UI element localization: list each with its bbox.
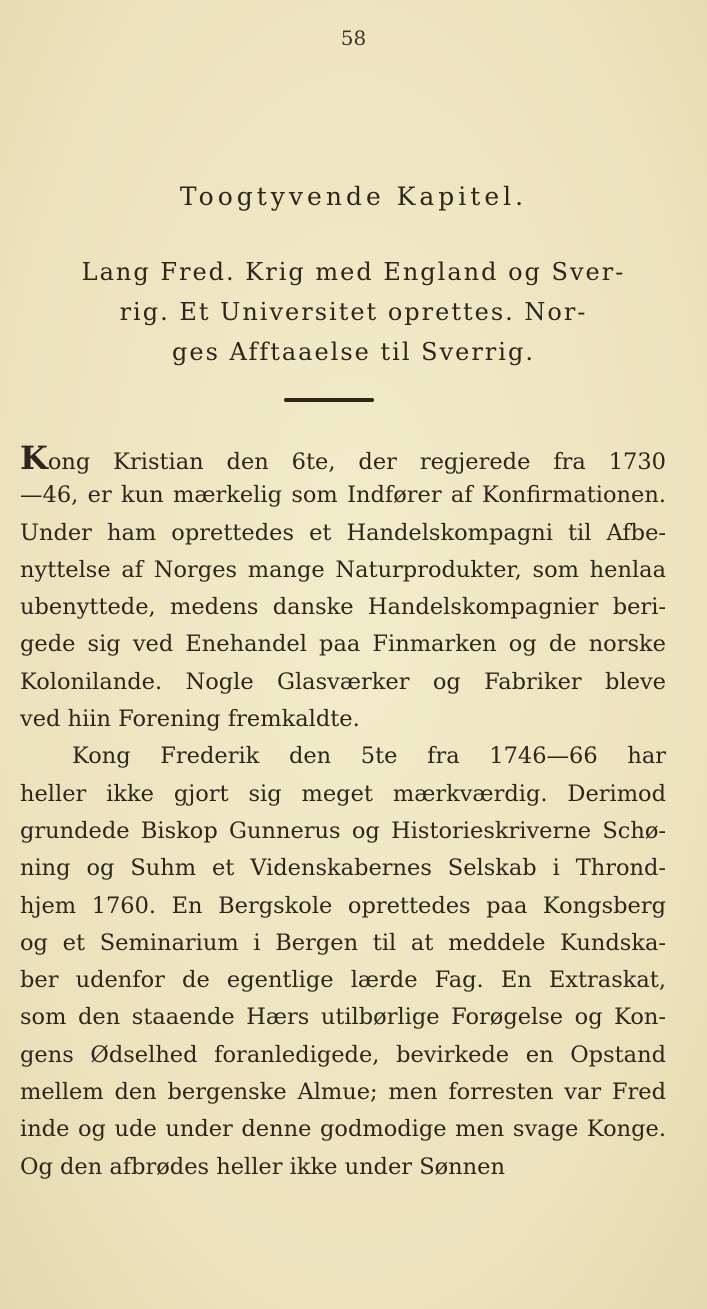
text-line: mellem den bergenske Almue; men forresten var Fred xyxy=(20,1079,666,1106)
text-line: Kolonilande. Nogle Glasværker og Fabriker bleve xyxy=(20,668,666,695)
summary-line: rig. Et Universitet oprettes. Nor- xyxy=(119,298,588,326)
summary-line: Lang Fred. Krig med England og Sver- xyxy=(81,258,626,286)
text-line: inde og ude under denne godmodige men svage Konge. xyxy=(20,1116,666,1143)
drop-cap: K xyxy=(20,439,48,477)
text-line: gede sig ved Enehandel paa Finmarken og de norske xyxy=(20,631,666,658)
text-line: grundede Biskop Gunnerus og Historieskriverne Schø- xyxy=(20,817,666,844)
text-line: Og den afbrødes heller ikke under Sønnen xyxy=(20,1153,505,1180)
decorative-rule xyxy=(284,398,374,402)
paragraph xyxy=(20,440,666,738)
text-line: hjem 1760. En Bergskole oprettedes paa Kongsberg xyxy=(20,892,666,919)
text-line: gens Ødselhed foranledigede, bevirkede en Opstand xyxy=(20,1041,666,1068)
body-text xyxy=(20,440,666,1186)
text-line: Under ham oprettedes et Handelskompagni til Afbe- xyxy=(20,519,666,546)
page-number: 58 xyxy=(340,26,367,50)
text-line: nyttelse af Norges mange Naturprodukter, som henlaa xyxy=(20,556,666,583)
text-line: Kong Frederik den 5te fra 1746—66 har xyxy=(72,743,666,770)
text-line: som den staaende Hærs utilbørlige Forøgelse og Kon- xyxy=(20,1004,666,1031)
chapter-title: Toogtyvende Kapitel. xyxy=(179,182,528,211)
text-line: heller ikke gjort sig meget mærkværdig. Derimod xyxy=(20,780,666,807)
text-line: ning og Suhm et Videnskabernes Selskab i Thrond- xyxy=(20,855,666,882)
chapter-summary xyxy=(20,252,687,372)
text-line: ber udenfor de egentlige lærde Fag. En Extraskat, xyxy=(20,967,666,994)
text-line: —46, er kun mærkelig som Indfører af Konfirmationen. xyxy=(20,482,666,509)
text-line: og et Seminarium i Bergen til at meddele Kundska- xyxy=(20,929,666,956)
text-line: Kong Kristian den 6te, der regjerede fra 1730 xyxy=(20,439,666,477)
text-line: ubenyttede, medens danske Handelskompagnier beri- xyxy=(20,594,666,621)
text-line: ved hiin Forening fremkaldte. xyxy=(20,706,360,733)
paragraph xyxy=(20,738,666,1186)
summary-line: ges Afftaaelse til Sverrig. xyxy=(172,338,535,366)
